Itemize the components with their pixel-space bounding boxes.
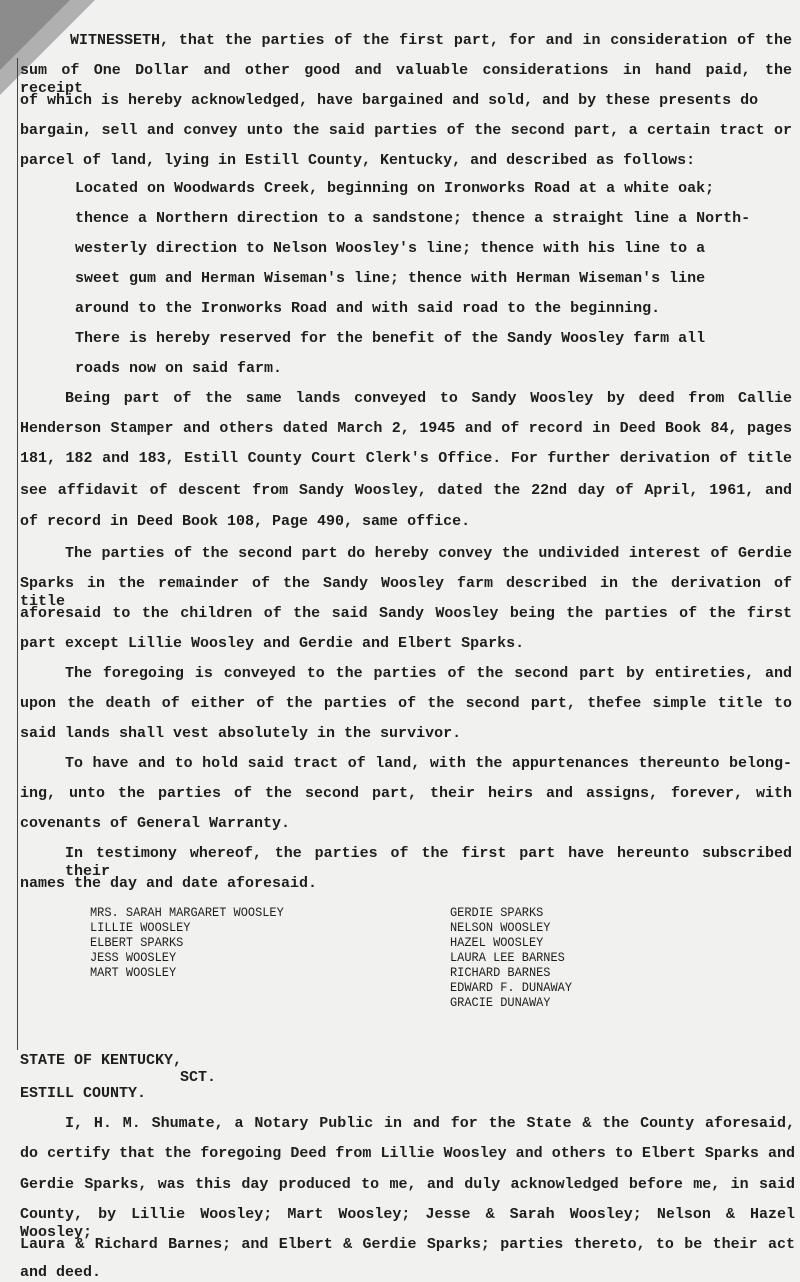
venue-sct: SCT.	[180, 1069, 217, 1086]
body-text-line: around to the Ironworks Road and with said road to the beginning.	[75, 300, 661, 317]
signature-name: MART WOOSLEY	[90, 965, 177, 980]
body-text-line: roads now on said farm.	[75, 360, 283, 377]
body-text-line: upon the death of either of the parties of the second part, thefee simple title to	[20, 695, 792, 712]
notary-text-line: Laura & Richard Barnes; and Elbert & Gerdie Sparks; parties thereto, to be their act	[20, 1236, 795, 1253]
notary-text-line: Gerdie Sparks, was this day produced to me, and duly acknowledged before me, in said	[20, 1176, 795, 1193]
signature-name: EDWARD F. DUNAWAY	[450, 980, 573, 995]
body-text-line: aforesaid to the children of the said Sandy Woosley being the parties of the first	[20, 605, 792, 622]
body-text-line: In testimony whereof, the parties of the first part have hereunto subscribed their	[65, 845, 792, 880]
venue-county: ESTILL COUNTY.	[20, 1085, 147, 1102]
body-text-line: see affidavit of descent from Sandy Woosley, dated the 22nd day of April, 1961, and	[20, 482, 792, 499]
body-text-line: Located on Woodwards Creek, beginning on Ironworks Road at a white oak;	[75, 180, 715, 197]
body-text-line: part except Lillie Woosley and Gerdie and Elbert Sparks.	[20, 635, 525, 652]
signature-name: GERDIE SPARKS	[450, 905, 544, 920]
body-text-line: sum of One Dollar and other good and valuable considerations in hand paid, the receipt	[20, 62, 792, 97]
body-text-line: parcel of land, lying in Estill County, Kentucky, and described as follows:	[20, 152, 696, 169]
signature-name: HAZEL WOOSLEY	[450, 935, 544, 950]
body-text-line: sweet gum and Herman Wiseman's line; thence with Herman Wiseman's line	[75, 270, 706, 287]
signature-name: ELBERT SPARKS	[90, 935, 184, 950]
body-text-line: The parties of the second part do hereby convey the undivided interest of Gerdie	[65, 545, 792, 562]
body-text-line: names the day and date aforesaid.	[20, 875, 318, 892]
body-text-line: Sparks in the remainder of the Sandy Woosley farm described in the derivation of title	[20, 575, 792, 610]
body-text-line: Henderson Stamper and others dated March 2, 1945 and of record in Deed Book 84, pages	[20, 420, 792, 437]
signature-name: RICHARD BARNES	[450, 965, 551, 980]
body-text-line: bargain, sell and convey unto the said parties of the second part, a certain tract or	[20, 122, 792, 139]
notary-text-line: County, by Lillie Woosley; Mart Woosley; Jesse & Sarah Woosley; Nelson & Hazel Woosley;	[20, 1206, 795, 1241]
signature-name: JESS WOOSLEY	[90, 950, 177, 965]
signature-name: NELSON WOOSLEY	[450, 920, 551, 935]
signature-name: LILLIE WOOSLEY	[90, 920, 191, 935]
venue-state: STATE OF KENTUCKY,	[20, 1052, 183, 1069]
body-text-line: thence a Northern direction to a sandstone; thence a straight line a North-	[75, 210, 751, 227]
body-text-line: westerly direction to Nelson Woosley's line; thence with his line to a	[75, 240, 706, 257]
notary-text-line: do certify that the foregoing Deed from Lillie Woosley and others to Elbert Sparks and	[20, 1145, 795, 1162]
body-text-line: To have and to hold said tract of land, with the appurtenances thereunto belong-	[65, 755, 792, 772]
signature-name: MRS. SARAH MARGARET WOOSLEY	[90, 905, 284, 920]
body-text-line: covenants of General Warranty.	[20, 815, 291, 832]
left-margin-line	[17, 58, 18, 1050]
body-text-line: 181, 182 and 183, Estill County Court Clerk's Office. For further derivation of title	[20, 450, 792, 467]
body-text-line: There is hereby reserved for the benefit of the Sandy Woosley farm all	[75, 330, 706, 347]
body-text-line: WITNESSETH, that the parties of the first part, for and in consideration of the	[70, 32, 792, 49]
body-text-line: said lands shall vest absolutely in the survivor.	[20, 725, 462, 742]
notary-text-line: and deed.	[20, 1264, 102, 1281]
signature-name: LAURA LEE BARNES	[450, 950, 565, 965]
body-text-line: The foregoing is conveyed to the parties of the second part by entireties, and	[65, 665, 792, 682]
notary-text-line: I, H. M. Shumate, a Notary Public in and for the State & the County aforesaid,	[65, 1115, 795, 1132]
signature-name: GRACIE DUNAWAY	[450, 995, 551, 1010]
body-text-line: of record in Deed Book 108, Page 490, same office.	[20, 513, 471, 530]
body-text-line: Being part of the same lands conveyed to Sandy Woosley by deed from Callie	[65, 390, 792, 407]
body-text-line: of which is hereby acknowledged, have bargained and sold, and by these presents do	[20, 92, 759, 109]
body-text-line: ing, unto the parties of the second part, their heirs and assigns, forever, with	[20, 785, 792, 802]
